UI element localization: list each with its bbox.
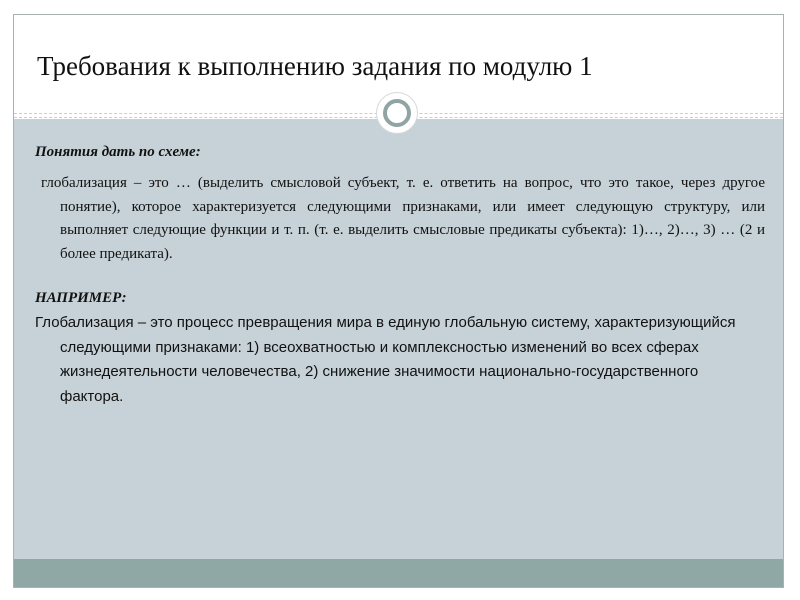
scheme-heading: Понятия дать по схеме: <box>35 144 201 160</box>
slide-title: Требования к выполнению задания по модулю 1 <box>37 51 593 81</box>
scheme-paragraph: глобализация – это … (выделить смысловой субъект, т. е. ответить на вопрос, что это такое, через другое понятие), которое характеризуется следующими признаками, или имеет следующую структуру, или выполняет следующие функции и т. п. (т. е. выделить смысловые предикаты субъекта): 1)…, 2)…, 3) … (2 и более предиката). <box>41 175 765 262</box>
content-panel <box>14 119 783 569</box>
example-heading: НАПРИМЕР: <box>35 290 127 306</box>
ring-icon <box>383 99 411 127</box>
slide <box>13 14 784 588</box>
body-text <box>35 144 765 409</box>
footer-bar <box>14 559 783 588</box>
example-paragraph: Глобализация – это процесс превращения мира в единую глобальную систему, характеризующийся следующими признаками: 1) всеохватностью и комплексностью изменений во всех сферах жизнедеятельности человечества, 2) снижение значимости национально-государственного фактора. <box>35 314 736 405</box>
circle-ornament-icon <box>376 92 418 134</box>
